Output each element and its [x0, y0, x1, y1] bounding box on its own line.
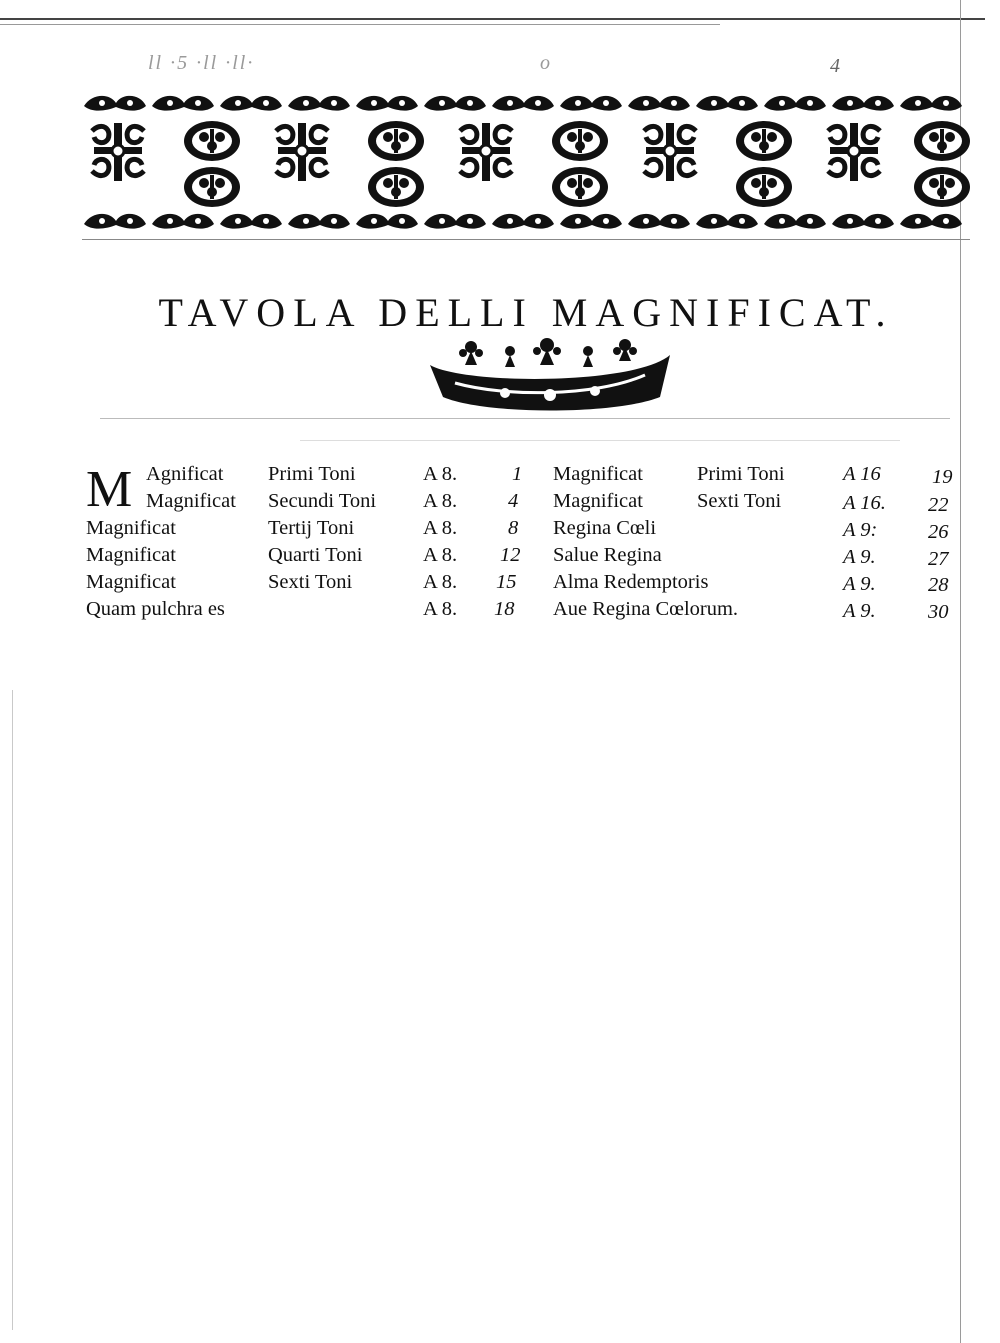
entry-name: Alma Redemptoris: [553, 571, 709, 593]
entry-name: Magnificat: [146, 490, 236, 512]
top-rule: [0, 18, 985, 20]
page-mark: 4: [830, 55, 840, 77]
entry-page: 19: [932, 466, 953, 488]
entry-voices: A 9.: [843, 573, 876, 595]
entry-voices: A 8.: [423, 544, 458, 566]
entry-name: Regina Cœli: [553, 517, 657, 539]
entry-voices: A 8.: [423, 517, 458, 539]
entry-page: 27: [928, 548, 949, 570]
entry-page: 15: [496, 571, 517, 593]
entry-page: 28: [928, 574, 949, 596]
entry-name: Quam pulchra es: [86, 598, 225, 620]
magnificat-index: [0, 462, 1000, 632]
entry-name: Aue Regina Cœlorum.: [553, 598, 739, 620]
crown-icon: [425, 335, 675, 415]
entry-page: 12: [500, 544, 521, 566]
bleed-through-text: ll ·5 ·ll ·ll·: [148, 52, 255, 74]
entry-voices: A 8.: [423, 490, 458, 512]
entry-voices: A 16: [843, 463, 881, 485]
entry-page: 30: [928, 601, 949, 623]
entry-name: Magnificat: [86, 544, 176, 566]
ornament-pattern-icon: [82, 93, 970, 235]
bleed-rule: [100, 418, 950, 419]
entry-tone: Quarti Toni: [268, 544, 363, 566]
drop-cap: M: [86, 461, 133, 518]
entry-voices: A 8.: [423, 463, 458, 485]
entry-tone: Primi Toni: [697, 463, 785, 485]
entry-page: 18: [494, 598, 515, 620]
entry-name: Magnificat: [86, 517, 176, 539]
bleed-rule: [300, 440, 900, 441]
entry-tone: Secundi Toni: [268, 490, 377, 512]
entry-name: Magnificat: [86, 571, 176, 593]
entry-page: 22: [928, 494, 949, 516]
entry-page: 26: [928, 521, 949, 543]
entry-page: 1: [512, 463, 523, 485]
top-rule-faint: [0, 24, 720, 25]
entry-name: Magnificat: [553, 463, 643, 485]
bleed-through-mark: o: [540, 52, 550, 74]
headpiece-rule: [82, 239, 970, 240]
entry-voices: A 16.: [843, 492, 886, 514]
entry-page: 8: [508, 517, 519, 539]
entry-tone: Tertij Toni: [268, 517, 355, 539]
entry-voices: A 8.: [423, 571, 458, 593]
entry-voices: A 8.: [423, 598, 458, 620]
entry-tone: Sexti Toni: [697, 490, 782, 512]
entry-voices: A 9:: [843, 519, 878, 541]
entry-name: Salue Regina: [553, 544, 662, 566]
ornamental-headpiece: [82, 93, 970, 235]
page-edge-left: [12, 690, 13, 1330]
entry-page: 4: [508, 490, 519, 512]
entry-tone: Primi Toni: [268, 463, 356, 485]
entry-name: Magnificat: [553, 490, 643, 512]
page-title: TAVOLA DELLI MAGNIFICAT.: [158, 289, 894, 335]
entry-voices: A 9.: [843, 600, 876, 622]
entry-voices: A 9.: [843, 546, 876, 568]
entry-tone: Sexti Toni: [268, 571, 353, 593]
entry-name: Agnificat: [146, 463, 224, 485]
